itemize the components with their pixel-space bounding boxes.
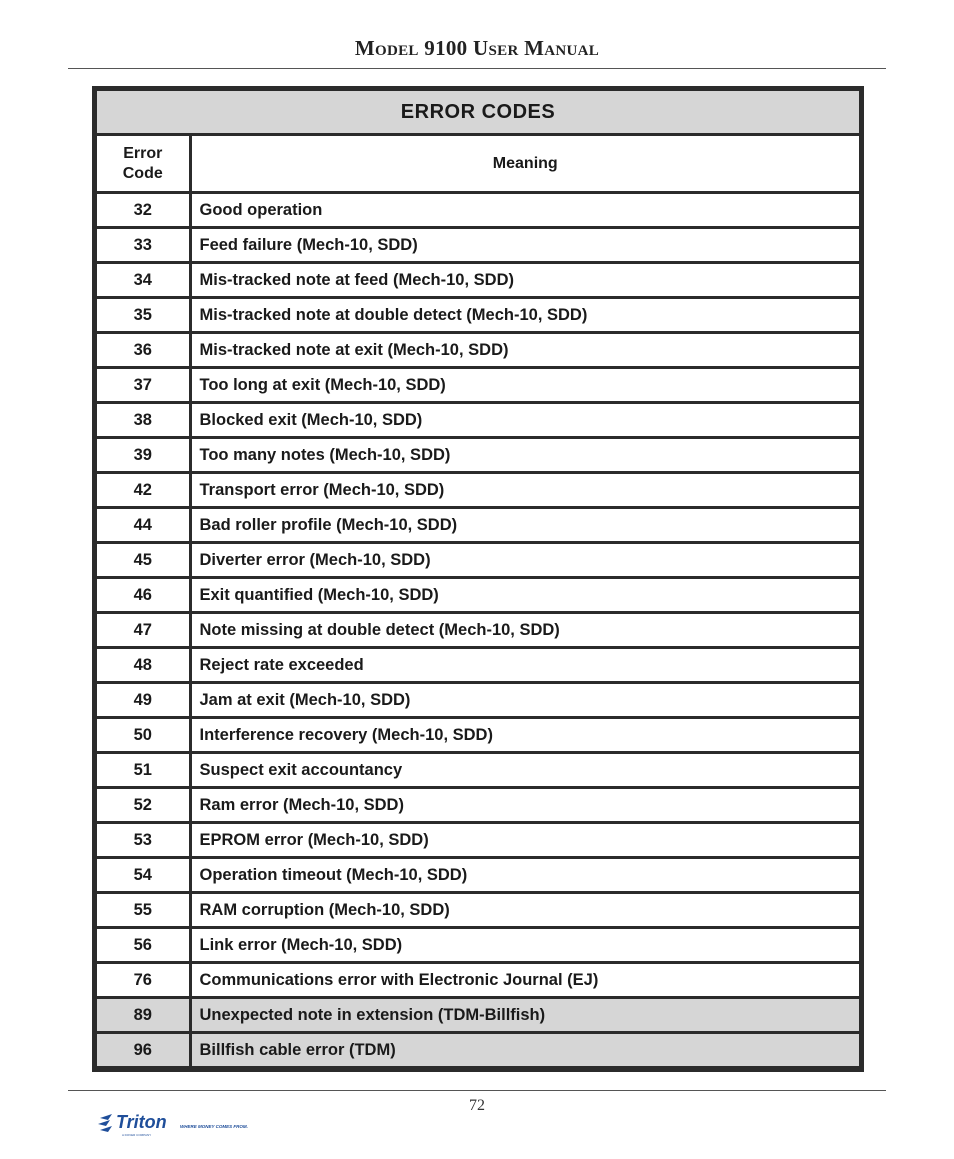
error-meaning-cell: Blocked exit (Mech-10, SDD) (190, 403, 860, 438)
table-body (96, 193, 860, 1068)
error-meaning-cell: Suspect exit accountancy (190, 753, 860, 788)
error-code-cell: 50 (96, 718, 190, 753)
error-code-cell: 33 (96, 228, 190, 263)
column-header-meaning: Meaning (190, 135, 860, 193)
table-row (96, 508, 860, 543)
logo-tagline: WHERE MONEY COMES FROM. (180, 1124, 248, 1129)
table-row (96, 298, 860, 333)
error-meaning-cell: Unexpected note in extension (TDM-Billfish) (190, 998, 860, 1033)
error-code-cell: 96 (96, 1033, 190, 1068)
error-meaning-cell: Mis-tracked note at feed (Mech-10, SDD) (190, 263, 860, 298)
error-meaning-cell: Link error (Mech-10, SDD) (190, 928, 860, 963)
error-meaning-cell: Exit quantified (Mech-10, SDD) (190, 578, 860, 613)
error-meaning-cell: EPROM error (Mech-10, SDD) (190, 823, 860, 858)
table-row (96, 263, 860, 298)
error-meaning-cell: Jam at exit (Mech-10, SDD) (190, 683, 860, 718)
error-meaning-cell: Diverter error (Mech-10, SDD) (190, 543, 860, 578)
error-code-cell: 56 (96, 928, 190, 963)
error-code-cell: 52 (96, 788, 190, 823)
triton-logo-mark (98, 1114, 112, 1132)
error-code-cell: 45 (96, 543, 190, 578)
table-row (96, 683, 860, 718)
table-row (96, 368, 860, 403)
table-row (96, 858, 860, 893)
error-code-cell: 51 (96, 753, 190, 788)
column-header-code (96, 135, 190, 193)
error-meaning-cell: Ram error (Mech-10, SDD) (190, 788, 860, 823)
error-meaning-cell: Communications error with Electronic Journal (EJ) (190, 963, 860, 998)
error-code-cell: 53 (96, 823, 190, 858)
error-code-cell: 89 (96, 998, 190, 1033)
error-code-cell: 46 (96, 578, 190, 613)
error-code-cell: 42 (96, 473, 190, 508)
error-code-cell: 32 (96, 193, 190, 228)
error-meaning-cell: Billfish cable error (TDM) (190, 1033, 860, 1068)
error-code-cell: 44 (96, 508, 190, 543)
error-code-cell: 36 (96, 333, 190, 368)
error-code-cell: 37 (96, 368, 190, 403)
table-row (96, 963, 860, 998)
table-row (96, 823, 860, 858)
table-row (96, 333, 860, 368)
table-row (96, 613, 860, 648)
logo-subtext: A DOVER COMPANY (122, 1133, 152, 1137)
error-meaning-cell: RAM corruption (Mech-10, SDD) (190, 893, 860, 928)
table-row (96, 403, 860, 438)
error-codes-table (92, 86, 864, 1072)
page-number: 72 (469, 1097, 485, 1114)
table-row (96, 718, 860, 753)
table-row (96, 578, 860, 613)
error-meaning-cell: Too many notes (Mech-10, SDD) (190, 438, 860, 473)
table-row (96, 1033, 860, 1068)
triton-logo (98, 1110, 268, 1140)
error-code-cell: 39 (96, 438, 190, 473)
error-meaning-cell: Interference recovery (Mech-10, SDD) (190, 718, 860, 753)
error-meaning-cell: Reject rate exceeded (190, 648, 860, 683)
table-row (96, 438, 860, 473)
error-code-cell: 54 (96, 858, 190, 893)
error-meaning-cell: Transport error (Mech-10, SDD) (190, 473, 860, 508)
error-meaning-cell: Bad roller profile (Mech-10, SDD) (190, 508, 860, 543)
error-code-cell: 47 (96, 613, 190, 648)
table-row (96, 193, 860, 228)
table-caption: ERROR CODES (96, 90, 860, 135)
table-row (96, 753, 860, 788)
table-row (96, 893, 860, 928)
table-row (96, 928, 860, 963)
error-meaning-cell: Operation timeout (Mech-10, SDD) (190, 858, 860, 893)
table-row (96, 473, 860, 508)
table-row (96, 998, 860, 1033)
error-meaning-cell: Too long at exit (Mech-10, SDD) (190, 368, 860, 403)
error-meaning-cell: Good operation (190, 193, 860, 228)
logo-text: Triton (116, 1112, 167, 1132)
error-meaning-cell: Mis-tracked note at double detect (Mech-10, SDD) (190, 298, 860, 333)
footer-rule (68, 1090, 886, 1091)
error-code-cell: 49 (96, 683, 190, 718)
page-header-title: Model 9100 User Manual (354, 36, 600, 60)
header-rule (68, 68, 886, 69)
error-code-cell: 76 (96, 963, 190, 998)
table-row (96, 543, 860, 578)
error-meaning-cell: Note missing at double detect (Mech-10, SDD) (190, 613, 860, 648)
error-code-cell: 55 (96, 893, 190, 928)
table-row (96, 648, 860, 683)
error-code-cell: 35 (96, 298, 190, 333)
error-code-cell: 38 (96, 403, 190, 438)
error-meaning-cell: Feed failure (Mech-10, SDD) (190, 228, 860, 263)
table-row (96, 228, 860, 263)
error-code-cell: 48 (96, 648, 190, 683)
error-meaning-cell: Mis-tracked note at exit (Mech-10, SDD) (190, 333, 860, 368)
error-code-cell: 34 (96, 263, 190, 298)
column-header-code-label: Error Code (122, 144, 163, 182)
table-row (96, 788, 860, 823)
